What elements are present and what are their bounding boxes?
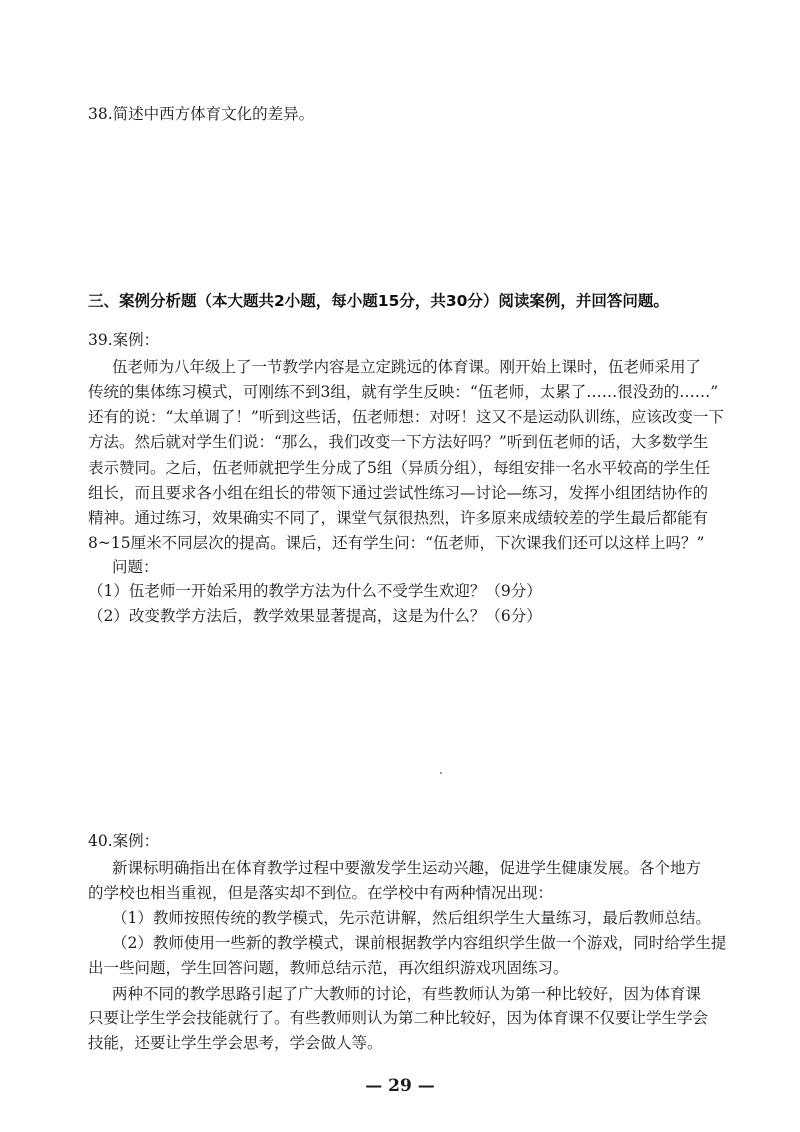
question-38: 38.简述中西方体育文化的差异。 — [88, 105, 315, 123]
q39-case-line: 精神。通过练习，效果确实不同了，课堂气氛很热烈，许多原来成绩较差的学生最后都能有 — [88, 509, 709, 527]
q39-sub-question-2: （2）改变教学方法后，教学效果显著提高，这是为什么？（6分） — [88, 607, 542, 625]
question-39-label: 39.案例： — [88, 331, 160, 349]
q39-case-line: 8~15厘米不同层次的提高。课后，还有学生问：“伍老师，下次课我们还可以这样上吗？” — [88, 534, 705, 552]
q40-case-line: （2）教师使用一些新的教学模式，课前根据教学内容组织学生做一个游戏，同时给学生提 — [112, 934, 727, 952]
section-3-heading: 三、案例分析题（本大题共2小题，每小题15分，共30分）阅读案例，并回答问题。 — [88, 292, 669, 310]
q39-case-line: 还有的说：“太单调了！”听到这些话，伍老师想：对呀！这又不是运动队训练，应该改变一下 — [88, 408, 724, 426]
question-40-label: 40.案例： — [88, 832, 160, 850]
q39-case-line: 方法。然后就对学生们说：“那么，我们改变一下方法好吗？”听到伍老师的话，大多数学生 — [88, 433, 709, 451]
q40-case-line: 只要让学生学会技能就行了。有些教师则认为第二种比较好，因为体育课不仅要让学生学会 — [88, 1009, 709, 1027]
scan-speck — [440, 772, 442, 774]
q39-case-line: 表示赞同。之后，伍老师就把学生分成了5组（异质分组），每组安排一名水平较高的学生任 — [88, 459, 711, 477]
q39-case-line: 组长，而且要求各小组在组长的带领下通过尝试性练习—讨论—练习，发挥小组团结协作的 — [88, 484, 709, 502]
q40-case-line: 的学校也相当重视，但是落实却不到位。在学校中有两种情况出现： — [88, 884, 554, 902]
q40-case-line: 出一些问题，学生回答问题，教师总结示范，再次组织游戏巩固练习。 — [88, 959, 569, 977]
q40-case-line: 技能，还要让学生学会思考，学会做人等。 — [88, 1034, 383, 1052]
page-number: — 29 — — [365, 1076, 435, 1096]
q39-case-line: 传统的集体练习模式，可刚练不到3组，就有学生反映：“伍老师，太累了……很没劲的……” — [88, 383, 719, 401]
q40-case-line: （1）教师按照传统的教学模式，先示范讲解，然后组织学生大量练习，最后教师总结。 — [112, 909, 711, 927]
q39-question-label: 问题： — [112, 558, 159, 576]
q40-case-line: 两种不同的教学思路引起了广大教师的讨论，有些教师认为第一种比较好，因为体育课 — [112, 985, 702, 1003]
q39-sub-question-1: （1）伍老师一开始采用的教学方法为什么不受学生欢迎？（9分） — [88, 582, 542, 600]
q40-case-line: 新课标明确指出在体育教学过程中要激发学生运动兴趣，促进学生健康发展。各个地方 — [112, 859, 702, 877]
q39-case-line: 伍老师为八年级上了一节教学内容是立定跳远的体育课。刚开始上课时，伍老师采用了 — [112, 358, 702, 376]
